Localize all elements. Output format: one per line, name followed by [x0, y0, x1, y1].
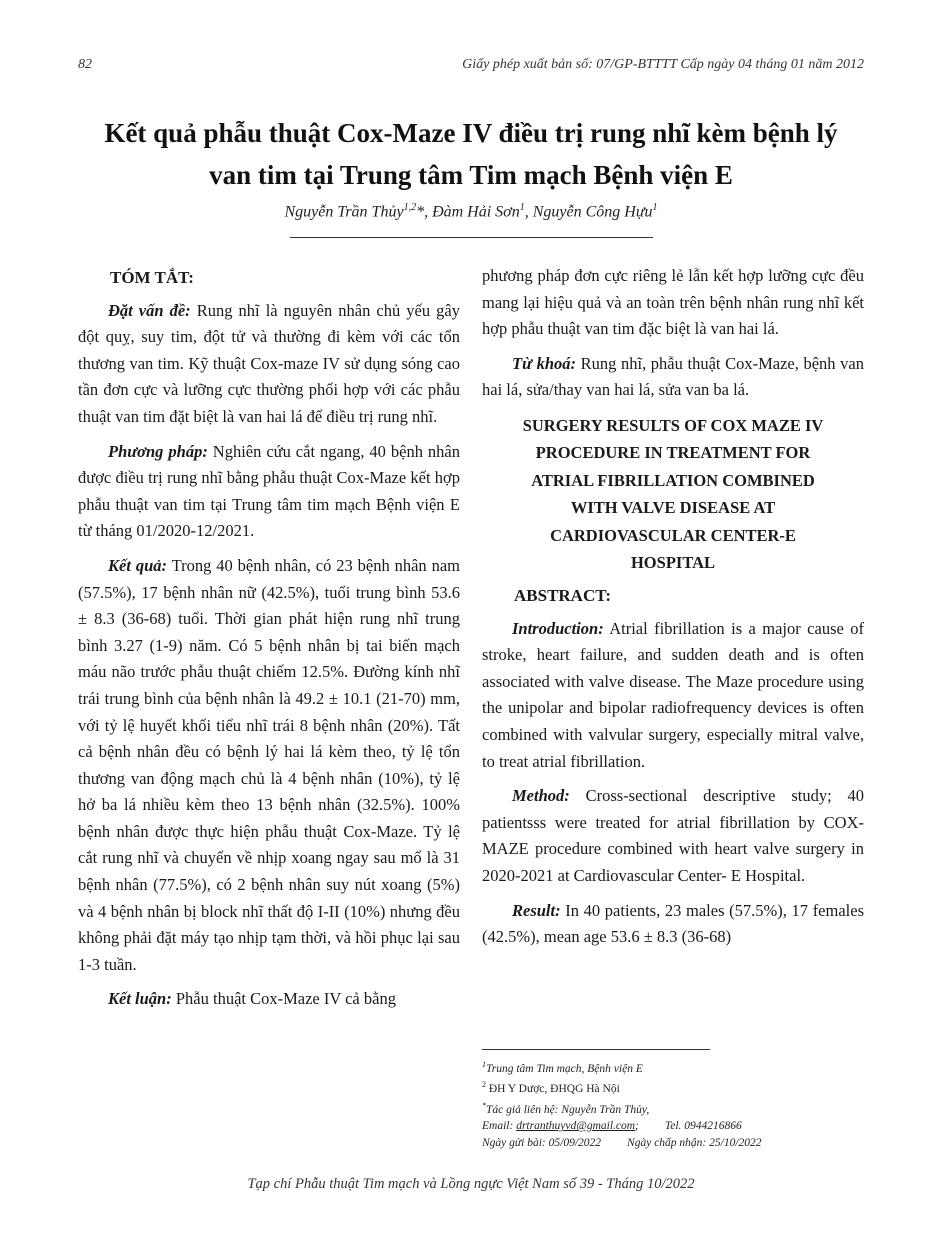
footnote-corresponding — [482, 1098, 864, 1118]
footnote-2-marker: 2 — [482, 1080, 486, 1090]
author-3: Nguyễn Công Hựu — [532, 203, 653, 221]
footnote-affiliation-2 — [482, 1077, 864, 1097]
received-date: Ngày gửi bài: 05/09/2022 — [482, 1136, 602, 1149]
article-title — [60, 112, 882, 196]
vi-intro-paragraph — [78, 298, 460, 431]
vi-intro-label: Đặt vấn đề: — [108, 300, 191, 320]
footnote-affiliation-1 — [482, 1057, 864, 1077]
footnote-contact — [482, 1118, 864, 1135]
en-title-line-3: ATRIAL FIBRILLATION COMBINED — [531, 470, 815, 490]
vi-keywords-text: Rung nhĩ, phẫu thuật Cox-Maze, bệnh van hai lá, sửa/thay van hai lá, sửa van ba lá. — [482, 353, 864, 400]
en-intro-label: Introduction: — [512, 618, 604, 638]
en-method-label: Method: — [512, 786, 570, 806]
author-1: Nguyễn Trần Thủy — [284, 203, 404, 221]
author-separator: , — [524, 203, 533, 221]
vi-conclusion-label: Kết luận: — [108, 989, 172, 1009]
license-note: Giấy phép xuất bản số: 07/GP-BTTTT Cấp ngày 04 tháng 01 năm 2012 — [462, 57, 864, 72]
author-list — [60, 202, 882, 221]
en-intro-text: Atrial fibrillation is a major cause of stroke, heart failure, and sudden death and is often associated with valve disease. The Maze procedure using the unipolar and bipolar radiofrequency devices is often combined with valvular surgery, especially mitral valve, to treat atrial fibrillation. — [482, 618, 864, 771]
footnote-1-text: Trung tâm Tim mạch, Bệnh viện E — [486, 1062, 643, 1075]
footnote-3-text: Tác giả liên hệ: Nguyễn Trần Thủy, — [486, 1103, 650, 1116]
author-1-mark: *, — [416, 203, 433, 221]
vi-result-label: Kết quả: — [108, 555, 167, 575]
journal-footer: Tạp chí Phẫu thuật Tim mạch và Lồng ngực Việt Nam số 39 - Tháng 10/2022 — [247, 1176, 695, 1192]
vi-conclusion-paragraph-start — [78, 986, 460, 1013]
en-result-label: Result: — [512, 900, 561, 920]
footnote-1-marker: 1 — [482, 1060, 486, 1069]
en-abstract-heading: ABSTRACT: — [514, 585, 611, 605]
vi-result-paragraph — [78, 553, 460, 979]
title-line-1: Kết quả phẫu thuật Cox-Maze IV điều trị rung nhĩ kèm bệnh lý — [104, 118, 838, 148]
en-result-text: In 40 patients, 23 males (57.5%), 17 females (42.5%), mean age 53.6 ± 8.3 (36-68) — [482, 900, 864, 947]
vi-abstract-column — [78, 265, 460, 1021]
vi-method-text: Nghiên cứu cắt ngang, 40 bệnh nhân được điều trị rung nhĩ bằng phẫu thuật Cox-Maze kết hợp phẫu thuật van tim tại Trung tâm tim mạch Bệnh viện E từ tháng 01/2020-12/2021. — [78, 441, 460, 541]
vi-intro-text: Rung nhĩ là nguyên nhân chủ yếu gây đột quỵ, suy tim, đột tử và thường đi kèm với các tổn thương van tim. Kỹ thuật Cox-maze IV sử dụng sóng cao tần đơn cực và lưỡng cực thường phối hợp với các phẫu thuật van tim đặt biệt là van hai lá để điều trị rung nhĩ. — [78, 300, 460, 426]
title-line-2: van tim tại Trung tâm Tim mạch Bệnh viện E — [209, 160, 733, 190]
email-label: Email: — [482, 1120, 517, 1133]
en-result-paragraph — [482, 898, 864, 951]
vi-abstract-heading: TÓM TẮT: — [110, 268, 194, 287]
email-link[interactable]: drtranthuyvd@gmail.com — [516, 1120, 636, 1133]
author-3-affiliation: 1 — [652, 202, 658, 213]
author-2-affiliation: 1 — [519, 202, 525, 213]
en-intro-paragraph — [482, 616, 864, 776]
en-title-line-1: SURGERY RESULTS OF COX MAZE IV — [522, 415, 824, 435]
en-title-line-5: CARDIOVASCULAR CENTER-E — [550, 525, 796, 545]
email-separator: ; — [635, 1120, 639, 1133]
footnote-dates — [482, 1135, 864, 1152]
en-method-text: Cross-sectional descriptive study; 40 patientsss were treated for atrial fibrillation by COX-MAZE procedure combined with heart valve surgery in 2020-2021 at Cardiovascular Center- E Hospital. — [482, 786, 864, 885]
footnote-3-marker: * — [482, 1100, 486, 1110]
vi-conclusion-text-start: Phẫu thuật Cox-Maze IV cả bằng — [171, 989, 396, 1009]
vi-keywords-label: Từ khoá: — [512, 353, 576, 373]
footnotes — [482, 1057, 864, 1151]
footnote-divider — [482, 1049, 710, 1050]
author-1-affiliation: 1,2 — [403, 202, 417, 213]
author-divider — [290, 237, 653, 238]
en-method-paragraph — [482, 783, 864, 889]
vi-result-text: Trong 40 bệnh nhân, có 23 bệnh nhân nam (57.5%), 17 bệnh nhân nữ (42.5%), tuổi trung bình 53.6 ± 8.3 (36-68) tuổi. Thời gian phát hiện rung nhĩ trung bình 3.27 (1-9) năm. Có 5 bệnh nhân bị tai biến mạch máu não trước phẫu thuật chiếm 12.5%. Đường kính nhĩ trái trung bình của bệnh nhân là 49.2 ± 10.1 (21-70) mm, với tỷ lệ huyết khối tiểu nhĩ trái 8 bệnh nhân (20%). Tất cả bệnh nhân đều có bệnh lý hai lá kèm theo, tỷ lệ tổn thương van động mạch chủ là 4 bệnh nhân (10%), tỷ lệ hở ba lá nhiều kèm theo 13 bệnh nhân (32.5%). 100% bệnh nhân được thực hiện phẫu thuật Cox-Maze. Tỷ lệ cắt rung nhĩ và chuyển về nhịp xoang ngay sau mổ là 31 bệnh nhân (77.5%), có 2 bệnh nhân suy nút xoang (5%) và 4 bệnh nhân bị block nhĩ thất độ I-II (10%) nhưng đều không phải đặt máy tạo nhịp tạm thời, và hồi phục lại sau 1-3 tuần. — [78, 555, 460, 974]
footnote-2-text: ĐH Y Dược, ĐHQG Hà Nội — [486, 1083, 620, 1096]
vi-keywords-paragraph — [482, 351, 864, 404]
vi-conclusion-paragraph-end: phương pháp đơn cực riêng lẻ lẫn kết hợp lưỡng cực đều mang lại hiệu quả và an toàn trên bệnh nhân rung nhĩ kết hợp phẫu thuật van tim đặc biệt là van hai lá. — [482, 266, 864, 339]
page-number: 82 — [78, 57, 92, 72]
english-title — [482, 412, 864, 577]
right-column — [482, 263, 864, 959]
telephone: Tel. 0944216866 — [664, 1120, 742, 1133]
en-title-line-6: HOSPITAL — [630, 553, 716, 573]
en-title-line-2: PROCEDURE IN TREATMENT FOR — [535, 443, 811, 463]
vi-method-paragraph — [78, 439, 460, 545]
accepted-date: Ngày chấp nhận: 25/10/2022 — [627, 1136, 762, 1149]
en-title-line-4: WITH VALVE DISEASE AT — [570, 498, 776, 518]
vi-method-label: Phương pháp: — [108, 441, 208, 461]
author-2: Đàm Hải Sơn — [432, 203, 520, 221]
